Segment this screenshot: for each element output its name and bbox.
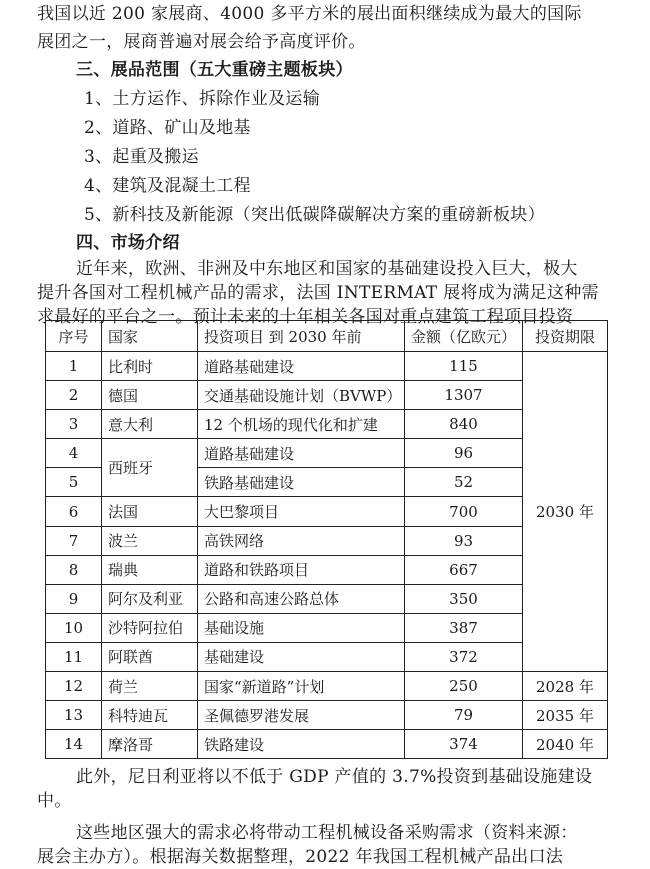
- cell-amount: 1307: [405, 381, 523, 410]
- section4-paragraph-line-2: 提升各国对工程机械产品的需求，法国 INTERMAT 展将成为满足这种需: [37, 283, 599, 303]
- cell-no: 14: [46, 730, 102, 759]
- cell-project: 道路和铁路项目: [198, 555, 405, 584]
- after-table-line-2: 中。: [37, 791, 72, 811]
- cell-no: 2: [46, 381, 102, 410]
- cell-period: 2030 年: [523, 352, 608, 672]
- after-table-line-1: 此外，尼日利亚将以不低于 GDP 产值的 3.7%投资到基础设施建设: [76, 767, 593, 787]
- cell-country: 西班牙: [102, 439, 198, 497]
- cell-project: 公路和高速公路总体: [198, 584, 405, 613]
- table-row: [46, 352, 608, 381]
- cell-amount: 667: [405, 555, 523, 584]
- section4-paragraph-line-3: 求最好的平台之一。预计未来的十年相关各国对重点建筑工程项目投资: [37, 307, 574, 327]
- section3-item-3: 3、起重及搬运: [84, 147, 199, 167]
- intro-line-2: 展团之一，展商普遍对展会给予高度评价。: [37, 32, 366, 52]
- cell-amount: 387: [405, 613, 523, 642]
- closing-line-1: 这些地区强大的需求必将带动工程机械设备采购需求（资料来源：: [76, 823, 578, 843]
- table-row: [46, 730, 608, 759]
- cell-no: 5: [46, 468, 102, 497]
- table-row: [46, 672, 608, 701]
- section3-item-1: 1、土方运作、拆除作业及运输: [84, 89, 321, 109]
- header-amount: 金额（亿欧元）: [405, 321, 523, 352]
- cell-amount: 372: [405, 642, 523, 671]
- cell-country: 科特迪瓦: [102, 701, 198, 730]
- cell-no: 13: [46, 701, 102, 730]
- investment-table: [45, 320, 608, 759]
- cell-no: 9: [46, 584, 102, 613]
- cell-amount: 115: [405, 352, 523, 381]
- cell-no: 6: [46, 497, 102, 526]
- header-period: 投资期限: [523, 321, 608, 352]
- section4-heading: 四、市场介绍: [76, 233, 180, 253]
- cell-country: 法国: [102, 497, 198, 526]
- cell-project: 铁路基础建设: [198, 468, 405, 497]
- cell-project: 高铁网络: [198, 526, 405, 555]
- cell-amount: 840: [405, 410, 523, 439]
- cell-country: 摩洛哥: [102, 730, 198, 759]
- cell-project: 大巴黎项目: [198, 497, 405, 526]
- section3-item-4: 4、建筑及混凝土工程: [84, 176, 251, 196]
- cell-amount: 52: [405, 468, 523, 497]
- table-row: [46, 701, 608, 730]
- closing-line-2: 展会主办方）。根据海关数据整理，2022 年我国工程机械产品出口法: [37, 847, 564, 867]
- cell-amount: 700: [405, 497, 523, 526]
- cell-no: 7: [46, 526, 102, 555]
- cell-no: 1: [46, 352, 102, 381]
- cell-country: 波兰: [102, 526, 198, 555]
- cell-project: 交通基础设施计划（BVWP）: [198, 381, 405, 410]
- cell-country: 德国: [102, 381, 198, 410]
- cell-project: 国家“新道路”计划: [198, 672, 405, 701]
- cell-period: 2035 年: [523, 701, 608, 730]
- cell-project: 基础设施: [198, 613, 405, 642]
- cell-country: 意大利: [102, 410, 198, 439]
- cell-project: 道路基础建设: [198, 439, 405, 468]
- section3-item-2: 2、道路、矿山及地基: [84, 118, 251, 138]
- cell-no: 11: [46, 642, 102, 671]
- cell-no: 12: [46, 672, 102, 701]
- cell-amount: 374: [405, 730, 523, 759]
- cell-no: 3: [46, 410, 102, 439]
- cell-amount: 250: [405, 672, 523, 701]
- cell-project: 圣佩德罗港发展: [198, 701, 405, 730]
- cell-project: 12 个机场的现代化和扩建: [198, 410, 405, 439]
- cell-project: 道路基础建设: [198, 352, 405, 381]
- cell-country: 瑞典: [102, 555, 198, 584]
- cell-country: 荷兰: [102, 672, 198, 701]
- table-header-row: [46, 321, 608, 352]
- cell-period: 2028 年: [523, 672, 608, 701]
- cell-country: 阿联酋: [102, 642, 198, 671]
- section3-heading: 三、展品范围（五大重磅主题板块）: [76, 60, 353, 80]
- cell-project: 基础建设: [198, 642, 405, 671]
- header-no: 序号: [46, 321, 102, 352]
- cell-amount: 96: [405, 439, 523, 468]
- section3-item-5: 5、新科技及新能源（突出低碳降碳解决方案的重磅新板块）: [84, 205, 545, 225]
- header-country: 国家: [102, 321, 198, 352]
- cell-no: 8: [46, 555, 102, 584]
- intro-line-1: 我国以近 200 家展商、4000 多平方米的展出面积继续成为最大的国际: [37, 4, 582, 24]
- cell-project: 铁路建设: [198, 730, 405, 759]
- cell-period: 2040 年: [523, 730, 608, 759]
- section4-paragraph-line-1: 近年来，欧洲、非洲及中东地区和国家的基础建设投入巨大，极大: [76, 259, 578, 279]
- cell-amount: 79: [405, 701, 523, 730]
- header-project: 投资项目 到 2030 年前: [198, 321, 405, 352]
- cell-country: 沙特阿拉伯: [102, 613, 198, 642]
- cell-country: 阿尔及利亚: [102, 584, 198, 613]
- cell-amount: 350: [405, 584, 523, 613]
- cell-no: 4: [46, 439, 102, 468]
- cell-no: 10: [46, 613, 102, 642]
- cell-amount: 93: [405, 526, 523, 555]
- cell-country: 比利时: [102, 352, 198, 381]
